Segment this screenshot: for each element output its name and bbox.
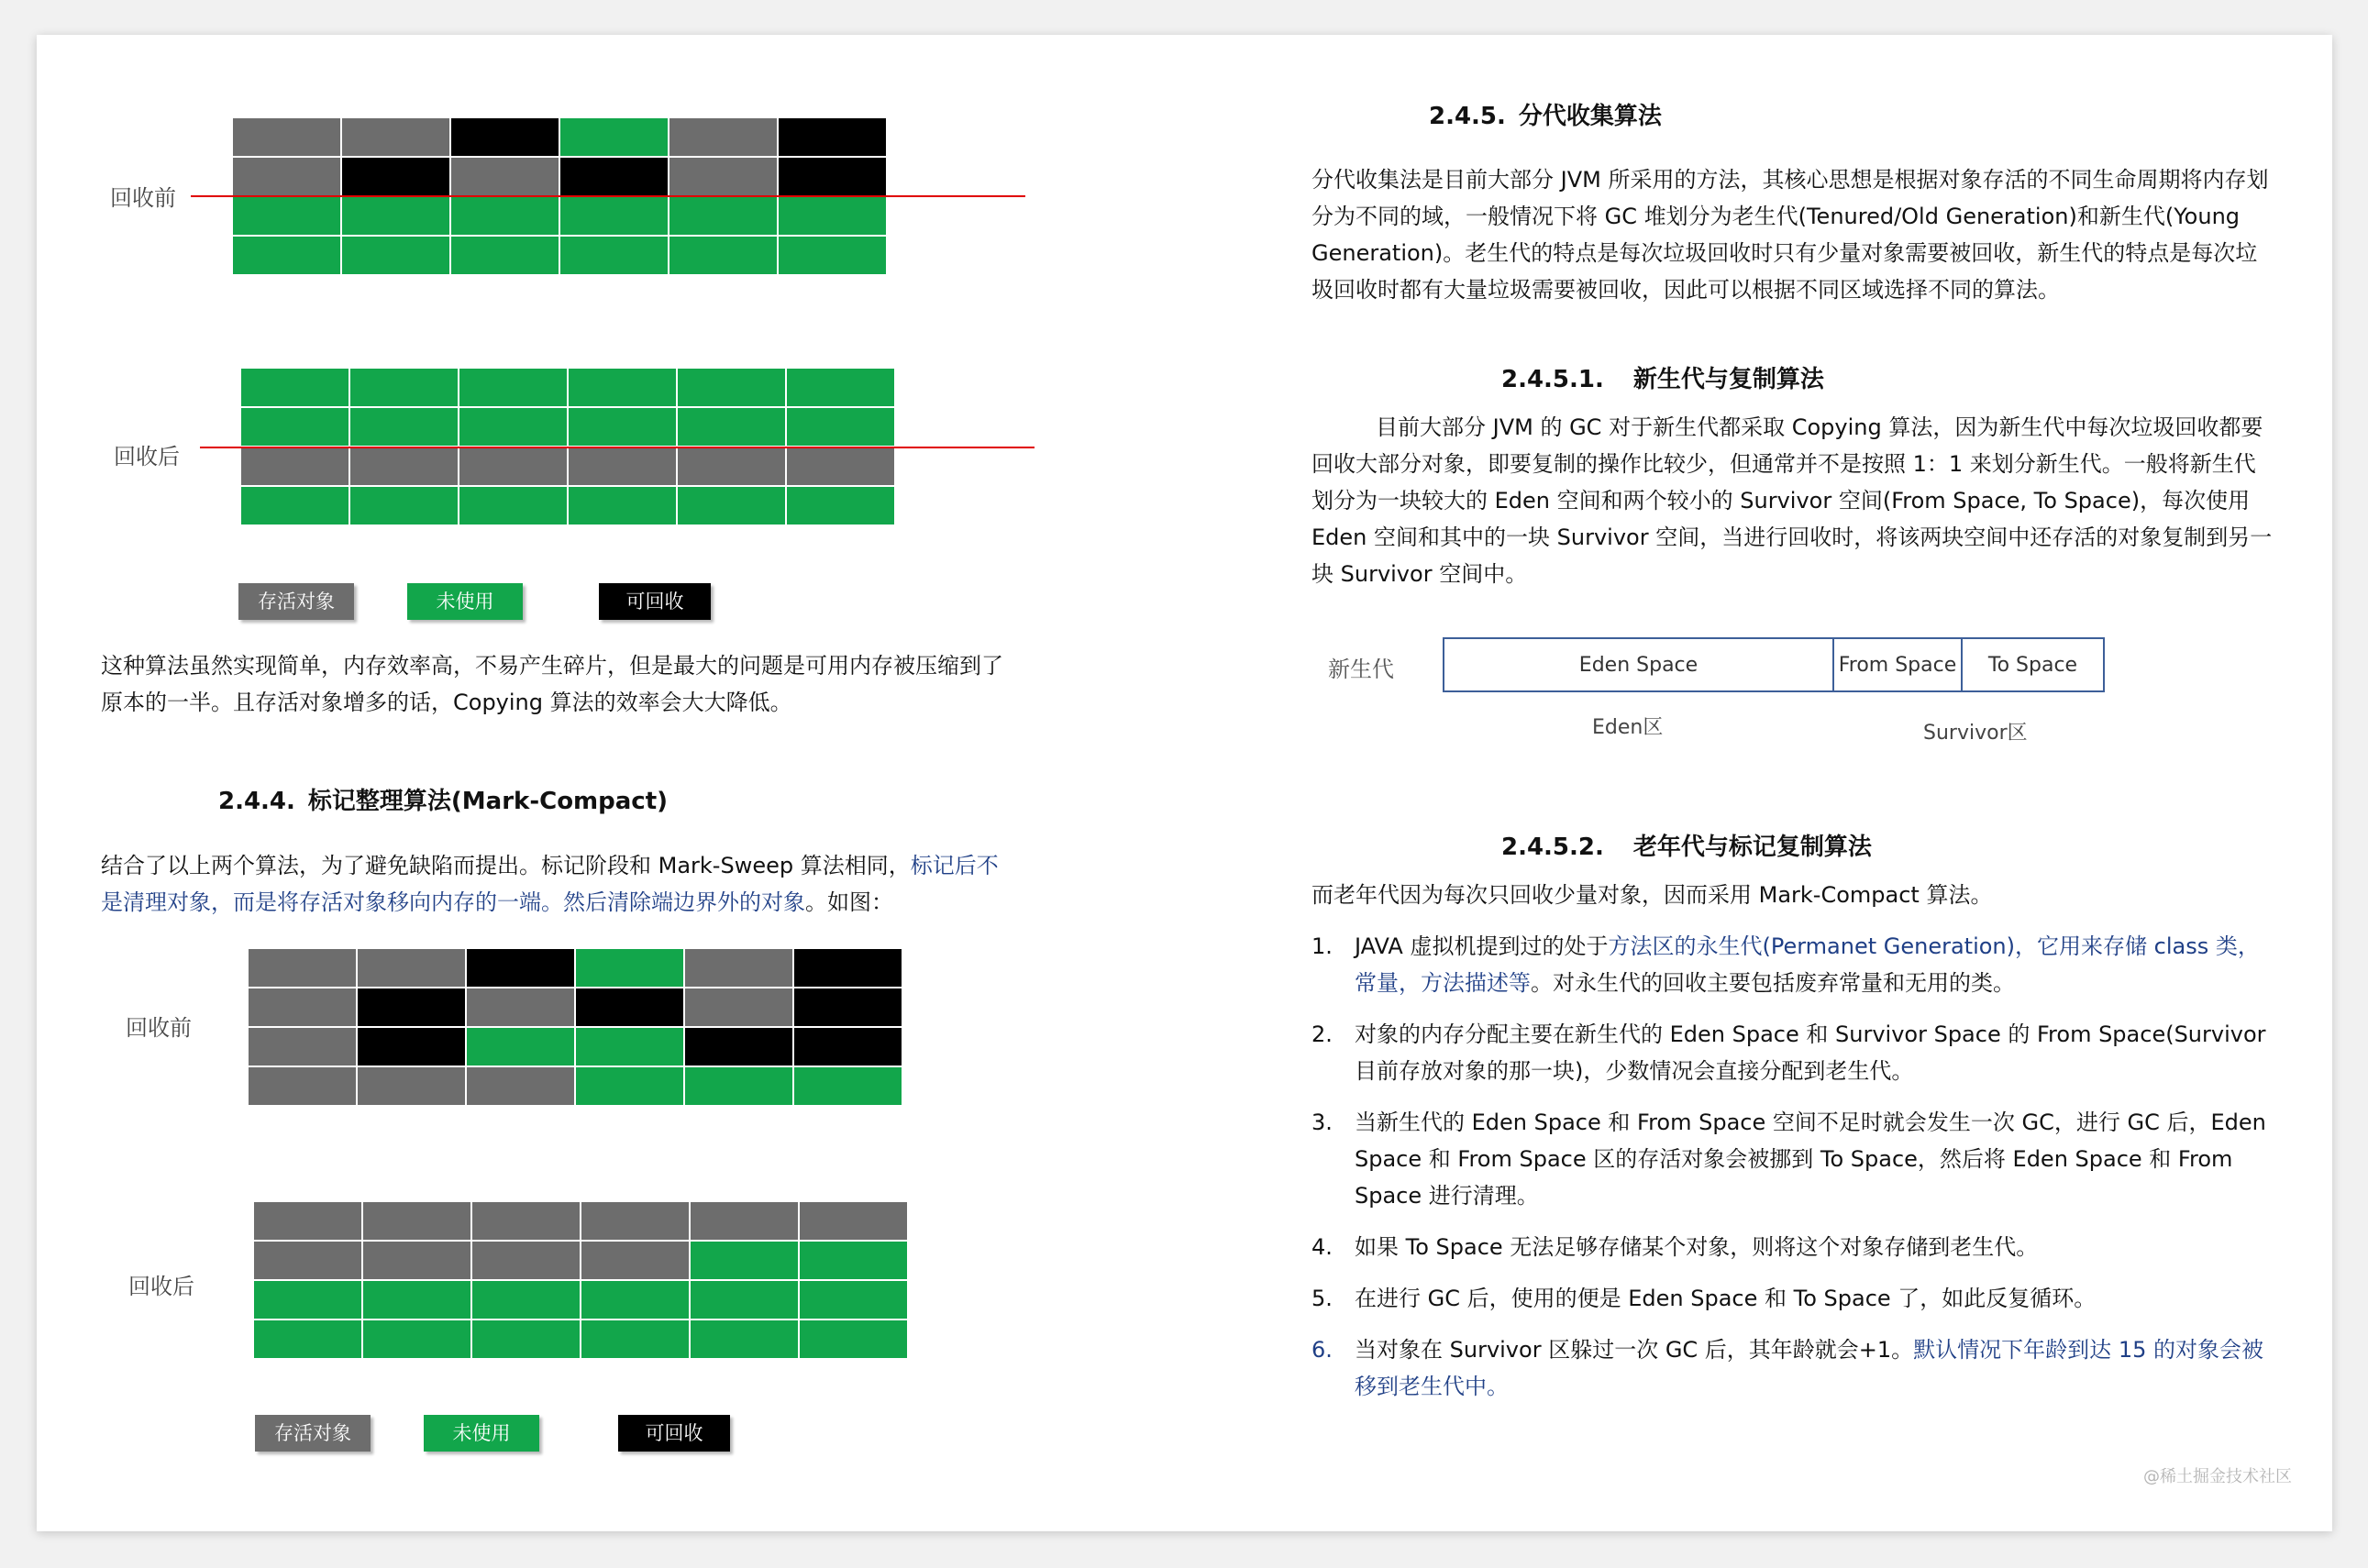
cell-recyclable [559,157,669,196]
cell-alive [232,117,341,157]
heading-2-4-5 [1429,97,1662,131]
cell-unused [341,236,450,275]
cell-unused [450,196,559,236]
cell-alive [341,117,450,157]
cell-alive [357,1066,466,1106]
highlighted-text: 标记后不是清理对象，而是将存活对象移向内存的一端。然后清除端边界外的对象 [101,853,999,915]
cell-unused [778,196,887,236]
cell-alive [232,157,341,196]
text-segment: JAVA 虚拟机提到过的处于 [1355,933,1609,959]
cell-recyclable [575,988,684,1027]
cell-unused [581,1320,690,1359]
cell-alive [248,1066,357,1106]
cell-alive [362,1201,471,1241]
cell-unused [575,948,684,988]
cell-alive [248,1027,357,1066]
cell-unused [459,486,568,525]
cell-alive [450,157,559,196]
cell-alive [357,948,466,988]
cell-alive [248,988,357,1027]
label-after-1: 回收后 [114,444,180,469]
cell-unused [786,368,895,407]
cell-unused [253,1280,362,1320]
cell-unused [690,1280,799,1320]
cell-alive [466,1066,575,1106]
cell-unused [786,486,895,525]
cell-alive [568,447,677,486]
cell-unused [232,236,341,275]
cell-alive [581,1241,690,1280]
cell-unused [568,486,677,525]
cell-recyclable [778,157,887,196]
cell-unused [669,196,778,236]
cell-alive [669,117,778,157]
red-divider-1 [191,195,1025,197]
eden-zone-label: Eden区 [1592,716,1664,739]
heading-2-4-5-2 [1501,828,1872,862]
cell-unused [677,486,786,525]
label-before-1: 回收前 [110,185,176,211]
cell-unused [799,1320,908,1359]
cell-alive [253,1201,362,1241]
highlighted-text: 方法区的永生代(Permanet Generation)，它用来存储 class 类，常量，方法描述等 [1355,933,2260,996]
cell-unused [240,407,349,447]
cell-unused [575,1027,684,1066]
paragraph-young-gen: 目前大部分 JVM 的 GC 对于新生代都采取 Copying 算法，因为新生代中每次垃圾回收都要回收大部分对象，即要复制的操作比较少，但通常并不是按照 1：1 来划分新生代。一般将新生代划分为一块较大的 Eden 空间和两个较小的 Survivor 空间(From Space, To Space)，每次使用 Eden 空间和其中的一块 Survivor 空间，当进行回收时，将该两块空间中还存活的对象复制到另一块 Survivor 空间中。 [1311,414,2273,587]
heading-number: 2.4.5. [1429,103,1506,130]
cell-recyclable [793,1027,902,1066]
cell-unused [559,117,669,157]
cell-unused [349,407,459,447]
text-segment: 结合了以上两个算法，为了避免缺陷而提出。标记阶段和 Mark-Sweep 算法相同， [101,853,911,878]
cell-unused [559,236,669,275]
cell-alive [471,1201,581,1241]
cell-unused [471,1280,581,1320]
cell-alive [248,948,357,988]
cell-unused [240,368,349,407]
list-number: 4. [1311,1234,1333,1260]
cell-unused [799,1280,908,1320]
list-item [1311,1016,2276,1089]
heading-title: 新生代与复制算法 [1632,366,1824,393]
cell-alive [466,988,575,1027]
cell-unused [341,196,450,236]
label-before-2: 回收前 [126,1015,192,1041]
watermark: @稀土掘金技术社区 [2143,1467,2292,1486]
legend-recyclable-2: 可回收 [618,1415,730,1452]
cell-alive [669,157,778,196]
legend-alive-1: 存活对象 [238,583,354,620]
label-after-2: 回收后 [128,1274,194,1299]
list-item [1311,1331,2276,1405]
cell-unused [690,1320,799,1359]
heading-title: 标记整理算法(Mark-Compact) [307,788,669,815]
cell-alive [786,447,895,486]
heading-number: 2.4.4. [218,788,295,815]
cell-alive [349,447,459,486]
legend-unused-1: 未使用 [407,583,523,620]
list-number: 5. [1311,1286,1333,1311]
text-segment: 当新生代的 Eden Space 和 From Space 空间不足时就会发生一次 GC，进行 GC 后，Eden Space 和 From Space 区的存活对象会被挪到 To Space，然后将 Eden Space 和 From Space 进行清理。 [1355,1110,2266,1209]
cell-alive [471,1241,581,1280]
cell-recyclable [466,948,575,988]
cell-recyclable [341,157,450,196]
document-page [37,35,2332,1531]
from-space-segment: From Space [1832,639,1961,690]
red-divider-2 [200,447,1035,448]
cell-alive [799,1201,908,1241]
cell-alive [253,1241,362,1280]
paragraph-mark-compact [101,847,1018,921]
cell-unused [799,1241,908,1280]
cell-recyclable [357,988,466,1027]
young-gen-label: 新生代 [1328,657,1394,682]
cell-unused [568,407,677,447]
legend-unused-2: 未使用 [424,1415,539,1452]
young-gen-memory-box [1443,637,2105,692]
heading-number: 2.4.5.2. [1501,834,1604,861]
paragraph-old-gen: 而老年代因为每次只回收少量对象，因而采用 Mark-Compact 算法。 [1311,882,1993,908]
list-number: 6. [1311,1337,1333,1363]
cell-unused [349,368,459,407]
cell-unused [459,407,568,447]
cell-recyclable [684,1027,793,1066]
text-segment: 在进行 GC 后，使用的便是 Eden Space 和 To Space 了，如此反复循环。 [1355,1286,2097,1311]
to-space-segment: To Space [1961,639,2103,690]
heading-2-4-4 [218,782,668,816]
text-segment: 如果 To Space 无法足够存储某个对象，则将这个对象存储到老生代。 [1355,1234,2039,1260]
cell-unused [253,1320,362,1359]
list-item [1311,1280,2276,1317]
cell-unused [362,1280,471,1320]
paragraph-copying-drawback: 这种算法虽然实现简单，内存效率高，不易产生碎片，但是最大的问题是可用内存被压缩到了原本的一半。且存活对象增多的话，Copying 算法的效率会大大降低。 [101,653,1003,715]
grid-after-2 [253,1201,908,1359]
cell-alive [690,1201,799,1241]
cell-alive [684,948,793,988]
text-segment: 当对象在 Survivor 区躲过一次 GC 后，其年龄就会+1。 [1355,1337,1914,1363]
cell-unused [471,1320,581,1359]
cell-unused [349,486,459,525]
survivor-zone-label: Survivor区 [1923,722,2028,745]
cell-unused [450,236,559,275]
cell-alive [677,447,786,486]
cell-unused [466,1027,575,1066]
heading-title: 分代收集算法 [1518,103,1662,130]
cell-recyclable [357,1027,466,1066]
list-number: 3. [1311,1110,1333,1135]
cell-alive [581,1201,690,1241]
cell-unused [459,368,568,407]
cell-recyclable [793,948,902,988]
grid-before-2 [248,948,902,1106]
cell-alive [240,447,349,486]
text-segment: 。如图： [805,889,893,915]
legend-recyclable-1: 可回收 [599,583,711,620]
cell-alive [459,447,568,486]
cell-unused [669,236,778,275]
cell-unused [677,368,786,407]
cell-unused [684,1066,793,1106]
list-item [1311,1104,2276,1214]
cell-unused [568,368,677,407]
cell-unused [362,1320,471,1359]
cell-unused [786,407,895,447]
list-item [1311,928,2276,1001]
list-item [1311,1229,2276,1265]
cell-recyclable [450,117,559,157]
cell-alive [362,1241,471,1280]
heading-title: 老年代与标记复制算法 [1632,834,1872,861]
cell-recyclable [778,117,887,157]
cell-unused [559,196,669,236]
heading-number: 2.4.5.1. [1501,366,1604,393]
list-number: 1. [1311,933,1333,959]
eden-space-segment: Eden Space [1578,653,1699,677]
text-segment: 。对永生代的回收主要包括废弃常量和无用的类。 [1531,970,2015,996]
cell-unused [778,236,887,275]
cell-unused [581,1280,690,1320]
highlighted-text: 默认情况下年龄到达 15 的对象会被移到老生代中。 [1355,1337,2263,1399]
cell-recyclable [793,988,902,1027]
legend-alive-2: 存活对象 [255,1415,371,1452]
paragraph-generational: 分代收集法是目前大部分 JVM 所采用的方法，其核心思想是根据对象存活的不同生命周期将内存划分为不同的域，一般情况下将 GC 堆划分为老生代(Tenured/Old Generation)和新生代(Young Generation)。老生代的特点是每次垃圾回收时只有少量对象需要被回收，新生代的特点是每次垃圾回收时都有大量垃圾需要被回收，因此可以根据不同区域选择不同的算法。 [1311,167,2269,303]
cell-unused [677,407,786,447]
list-number: 2. [1311,1021,1333,1047]
cell-unused [793,1066,902,1106]
heading-2-4-5-1 [1501,360,1824,394]
old-gen-list [1311,928,2276,1405]
cell-unused [690,1241,799,1280]
cell-unused [575,1066,684,1106]
text-segment: 对象的内存分配主要在新生代的 Eden Space 和 Survivor Space 的 From Space(Survivor 目前存放对象的那一块)，少数情况会直接分配到老生代。 [1355,1021,2266,1084]
cell-unused [232,196,341,236]
cell-unused [240,486,349,525]
cell-alive [684,988,793,1027]
